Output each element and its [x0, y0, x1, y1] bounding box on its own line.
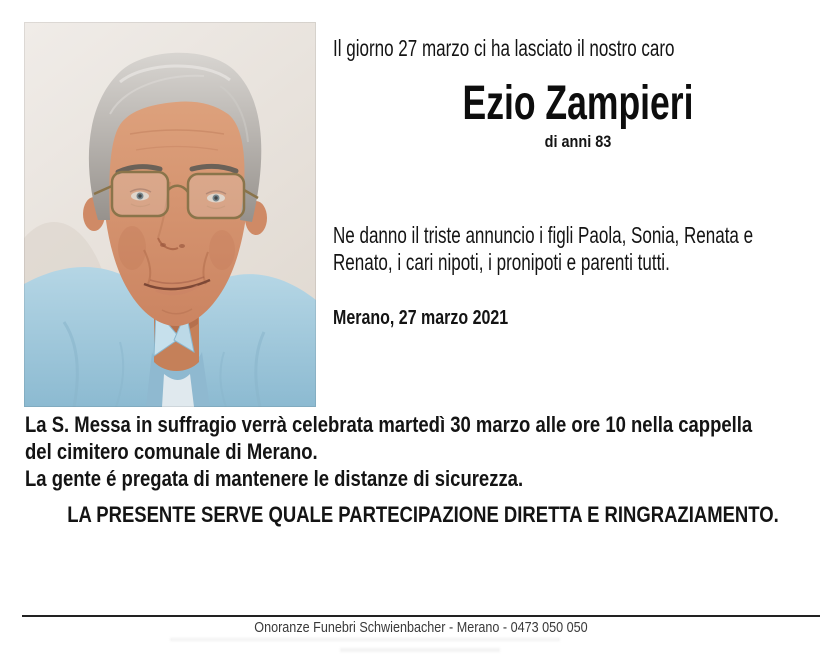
scan-artifact	[340, 648, 500, 652]
deceased-name: Ezio Zampieri	[462, 77, 694, 130]
age-line: di anni 83	[544, 132, 612, 151]
intro-line: Il giorno 27 marzo ci ha lasciato il nostro caro	[333, 35, 675, 61]
announcement-line-1: Ne danno il triste annuncio i figli Paola, Sonia, Renata e	[333, 222, 754, 248]
notice-line-3: La gente é pregata di mantenere le distanze di sicurezza.	[25, 466, 524, 491]
place-date-line: Merano, 27 marzo 2021	[333, 307, 509, 329]
footer-divider	[22, 615, 820, 617]
announcement-text	[333, 222, 753, 276]
notice-line-2: del cimitero comunale di Merano.	[25, 439, 318, 464]
funeral-home-info: Onoranze Funebri Schwienbacher - Merano - 0473 050 050	[254, 619, 588, 636]
notice-line-1: La S. Messa in suffragio verrà celebrata martedì 30 marzo alle ore 10 nella cappella	[25, 412, 753, 437]
notice-section	[25, 411, 840, 492]
announcement-line-2: Renato, i cari nipoti, i pronipoti e parenti tutti.	[333, 249, 670, 275]
portrait-photo	[24, 22, 316, 407]
closing-line: LA PRESENTE SERVE QUALE PARTECIPAZIONE DIRETTA E RINGRAZIAMENTO.	[67, 502, 779, 527]
portrait-photo-illustration	[24, 22, 316, 407]
scan-artifact	[170, 638, 560, 641]
